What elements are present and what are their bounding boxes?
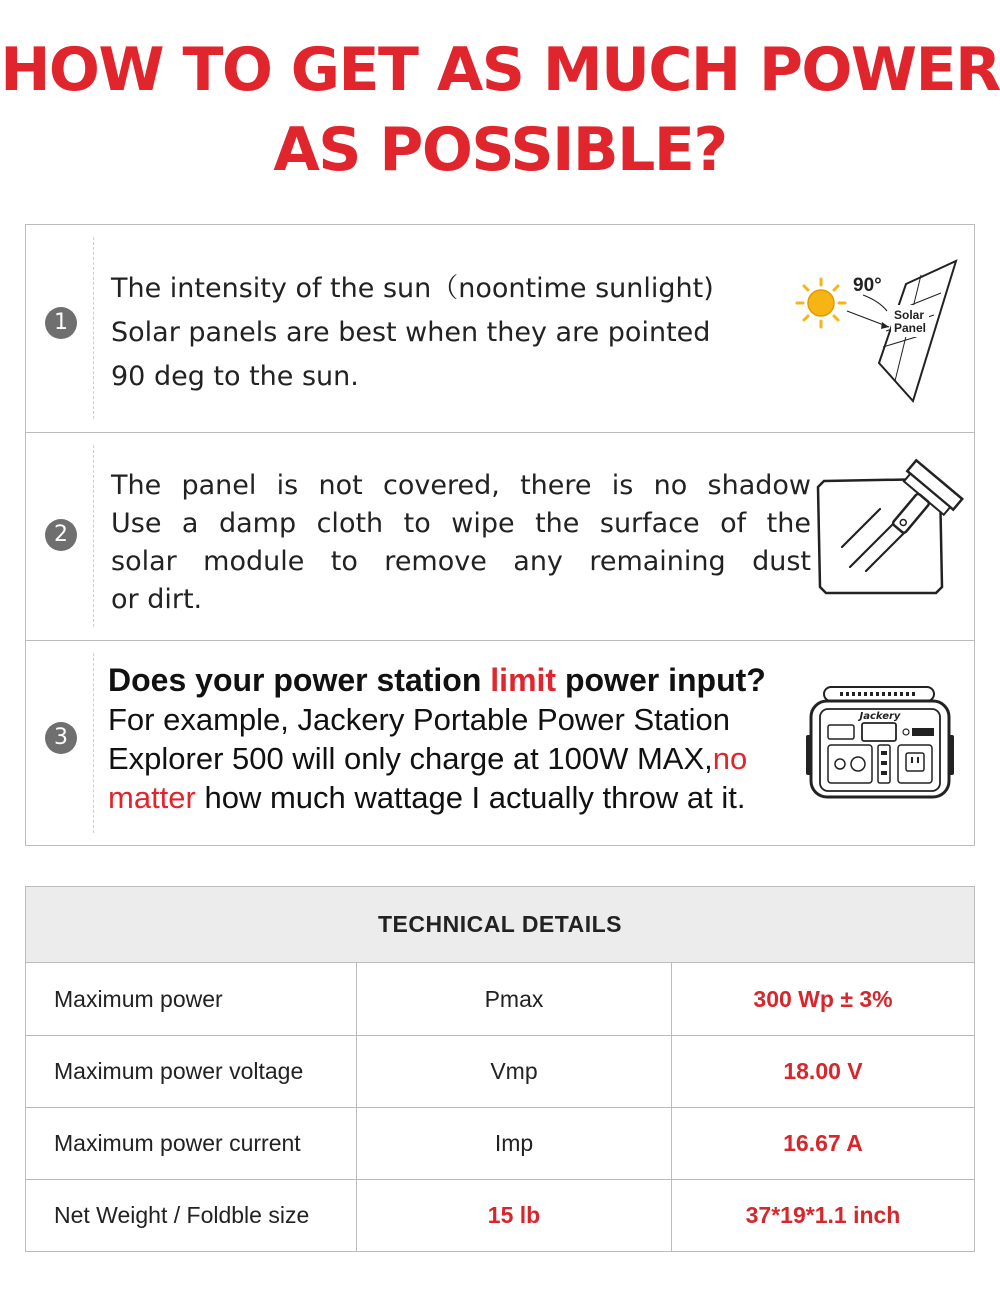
tip-line: solar module to remove any remaining dust: [111, 546, 811, 577]
tip-line: Solar panels are best when they are pointed: [111, 317, 711, 348]
tip-line: The intensity of the sun（noontime sunlight): [111, 273, 714, 304]
dashed-divider: [93, 445, 94, 627]
tip-clean-panel: [26, 432, 974, 640]
tip-line: Use a damp cloth to wipe the surface of the: [111, 508, 811, 539]
tip-line: or dirt.: [111, 584, 203, 615]
panel-label-panel: Panel: [894, 321, 927, 335]
sun-icon: [797, 279, 845, 327]
spec-value: 18.00 V: [671, 1035, 974, 1107]
tip-line: matter how much wattage I actually throw at it.: [108, 780, 746, 815]
spec-label: Net Weight / Foldble size: [54, 1202, 310, 1228]
table-row: [26, 1179, 974, 1252]
table-row: [26, 963, 974, 1036]
tips-panel: [25, 224, 975, 846]
angle-label: 90°: [853, 275, 882, 296]
tip-heading: Does your power station limit power input?: [108, 662, 766, 698]
spec-weight-value: 15 lb: [356, 1179, 671, 1251]
panel-label-solar: Solar: [894, 308, 925, 322]
tip-line: For example, Jackery Portable Power Station: [108, 702, 730, 737]
step-number-badge: 2: [45, 519, 77, 551]
spec-symbol: Imp: [356, 1107, 671, 1179]
tip-line: The panel is not covered, there is no shadow: [111, 470, 811, 501]
headline-line-1: HOW TO GET AS MUCH POWER: [0, 35, 1000, 105]
tip-text: [111, 267, 811, 399]
table-title: TECHNICAL DETAILS: [26, 887, 974, 963]
step-number-badge: 1: [45, 307, 77, 339]
brand-label: Jackery: [859, 711, 901, 722]
squeegee-cleaning-icon: [814, 459, 964, 601]
table-row: [26, 1107, 974, 1180]
spec-label: Maximum power current: [54, 1130, 301, 1156]
tip-text: [111, 467, 811, 619]
spec-label: Maximum power: [54, 986, 223, 1012]
tip-power-station-limit: [26, 640, 974, 845]
spec-symbol: Vmp: [356, 1035, 671, 1107]
step-number-badge: 3: [45, 722, 77, 754]
technical-details-table: [25, 886, 975, 1252]
dashed-divider: [93, 653, 94, 833]
tip-sun-intensity: [26, 225, 974, 432]
page-headline: [0, 30, 1000, 190]
tip-text: [108, 661, 808, 817]
spec-label: Maximum power voltage: [54, 1058, 304, 1084]
tip-line: Explorer 500 will only charge at 100W MAX,no: [108, 741, 748, 776]
power-station-icon: [806, 685, 956, 803]
spec-value: 300 Wp ± 3%: [671, 963, 974, 1035]
headline-line-2: AS POSSIBLE?: [273, 115, 727, 185]
dashed-divider: [93, 237, 94, 419]
tip-line: 90 deg to the sun.: [111, 361, 359, 392]
sun-panel-angle-icon: [791, 253, 961, 408]
spec-symbol: Pmax: [356, 963, 671, 1035]
spec-size-value: 37*19*1.1 inch: [671, 1179, 974, 1251]
spec-value: 16.67 A: [671, 1107, 974, 1179]
table-row: [26, 1035, 974, 1108]
highlight-limit: limit: [490, 662, 557, 698]
